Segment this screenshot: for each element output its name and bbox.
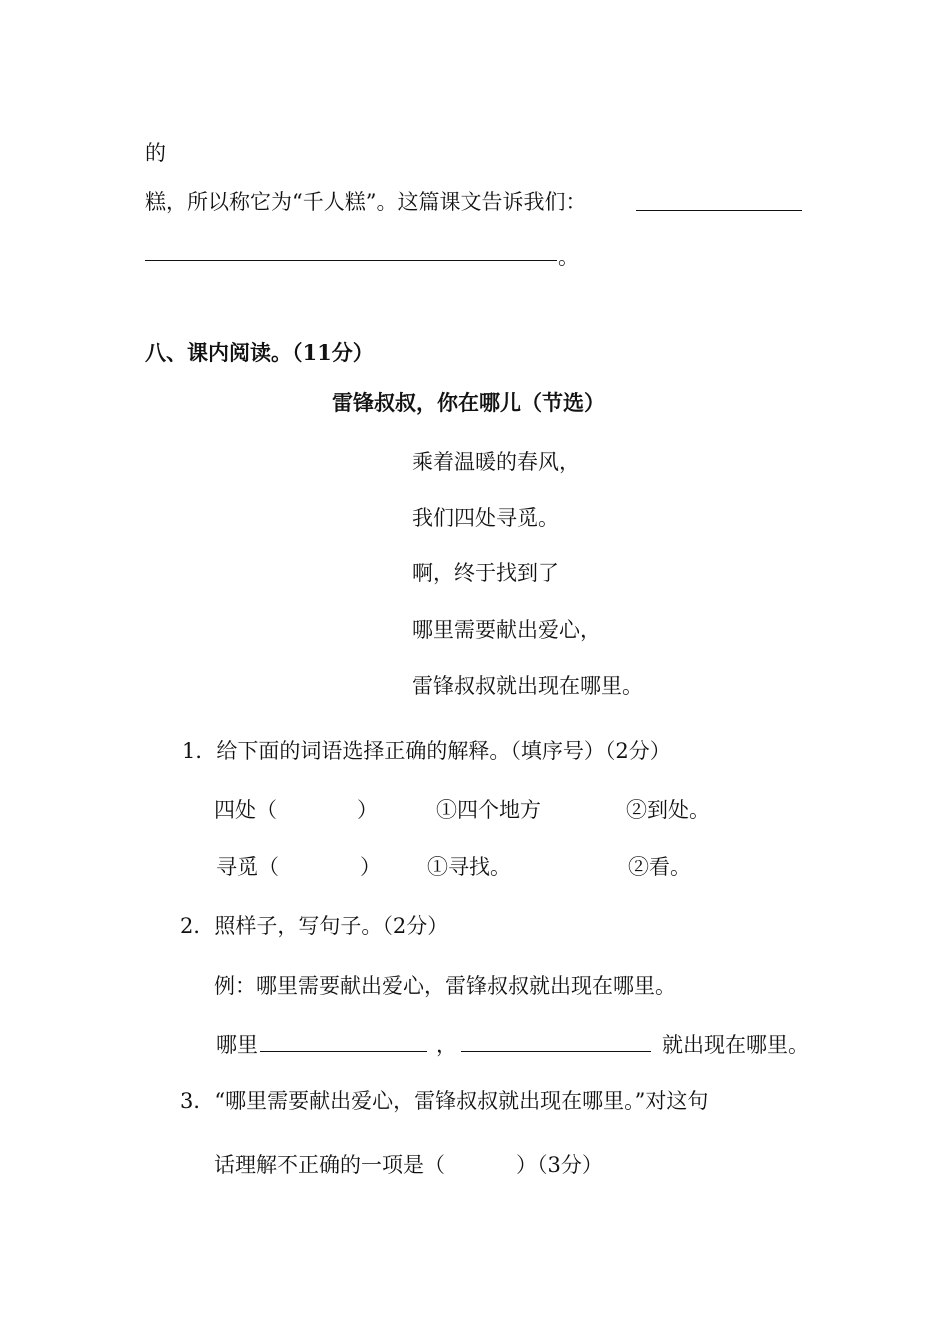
text-line-de: 的 <box>145 141 166 165</box>
q1-option-1a: ①四个地方 <box>436 798 541 822</box>
question-1-stem: 1．给下面的词语选择正确的解释。（填序号）（2分） <box>182 739 671 763</box>
q2-example: 例：哪里需要献出爱心，雷锋叔叔就出现在哪里。 <box>214 974 676 998</box>
q1-option-1b: ②到处。 <box>626 798 710 822</box>
q1-close-paren-2: ） <box>360 855 381 879</box>
poem-title: 雷锋叔叔，你在哪儿（节选） <box>332 390 605 415</box>
text-line-qianrengao <box>145 189 586 215</box>
answer-blank-lesson-1[interactable] <box>636 210 802 211</box>
poem-line-2: 我们四处寻觅。 <box>412 506 559 530</box>
qianrengao-sentence: 糕，所以称它为“千人糕”。这篇课文告诉我们： <box>145 190 587 214</box>
section-heading: 八、课内阅读。（11分） <box>145 340 374 365</box>
q1-answer-xunmi[interactable] <box>268 854 360 880</box>
q1-option-2a: ①寻找。 <box>427 855 511 879</box>
poem-line-3: 啊，终于找到了 <box>412 561 559 585</box>
q2-fill-start: 哪里 <box>216 1033 258 1057</box>
period-mark: 。 <box>558 245 579 269</box>
poem-line-4: 哪里需要献出爱心， <box>412 618 601 642</box>
q2-fill-end: 就出现在哪里。 <box>662 1033 809 1057</box>
q1-answer-sichu[interactable] <box>265 797 357 823</box>
q3-stem-line2-a: 话理解不正确的一项是（ <box>214 1153 445 1177</box>
q1-close-paren-1: ） <box>357 798 378 822</box>
poem-line-1: 乘着温暖的春风， <box>412 450 580 474</box>
q3-stem-line2-b: ）（3分） <box>516 1153 603 1177</box>
q3-answer[interactable] <box>464 1152 514 1178</box>
answer-blank-lesson-2[interactable] <box>145 260 557 261</box>
q1-word-sichu: 四处（ <box>214 798 277 822</box>
q2-blank-1[interactable] <box>260 1051 427 1052</box>
question-2-stem: 2．照样子，写句子。（2分） <box>180 914 449 938</box>
q2-blank-2[interactable] <box>461 1051 651 1052</box>
q1-word-xunmi: 寻觅（ <box>216 855 279 879</box>
poem-line-5: 雷锋叔叔就出现在哪里。 <box>412 674 643 698</box>
q2-comma: ， <box>436 1033 457 1057</box>
q1-option-2b: ②看。 <box>628 855 691 879</box>
question-3-stem: 3．“哪里需要献出爱心，雷锋叔叔就出现在哪里。”对这句 <box>180 1089 709 1113</box>
